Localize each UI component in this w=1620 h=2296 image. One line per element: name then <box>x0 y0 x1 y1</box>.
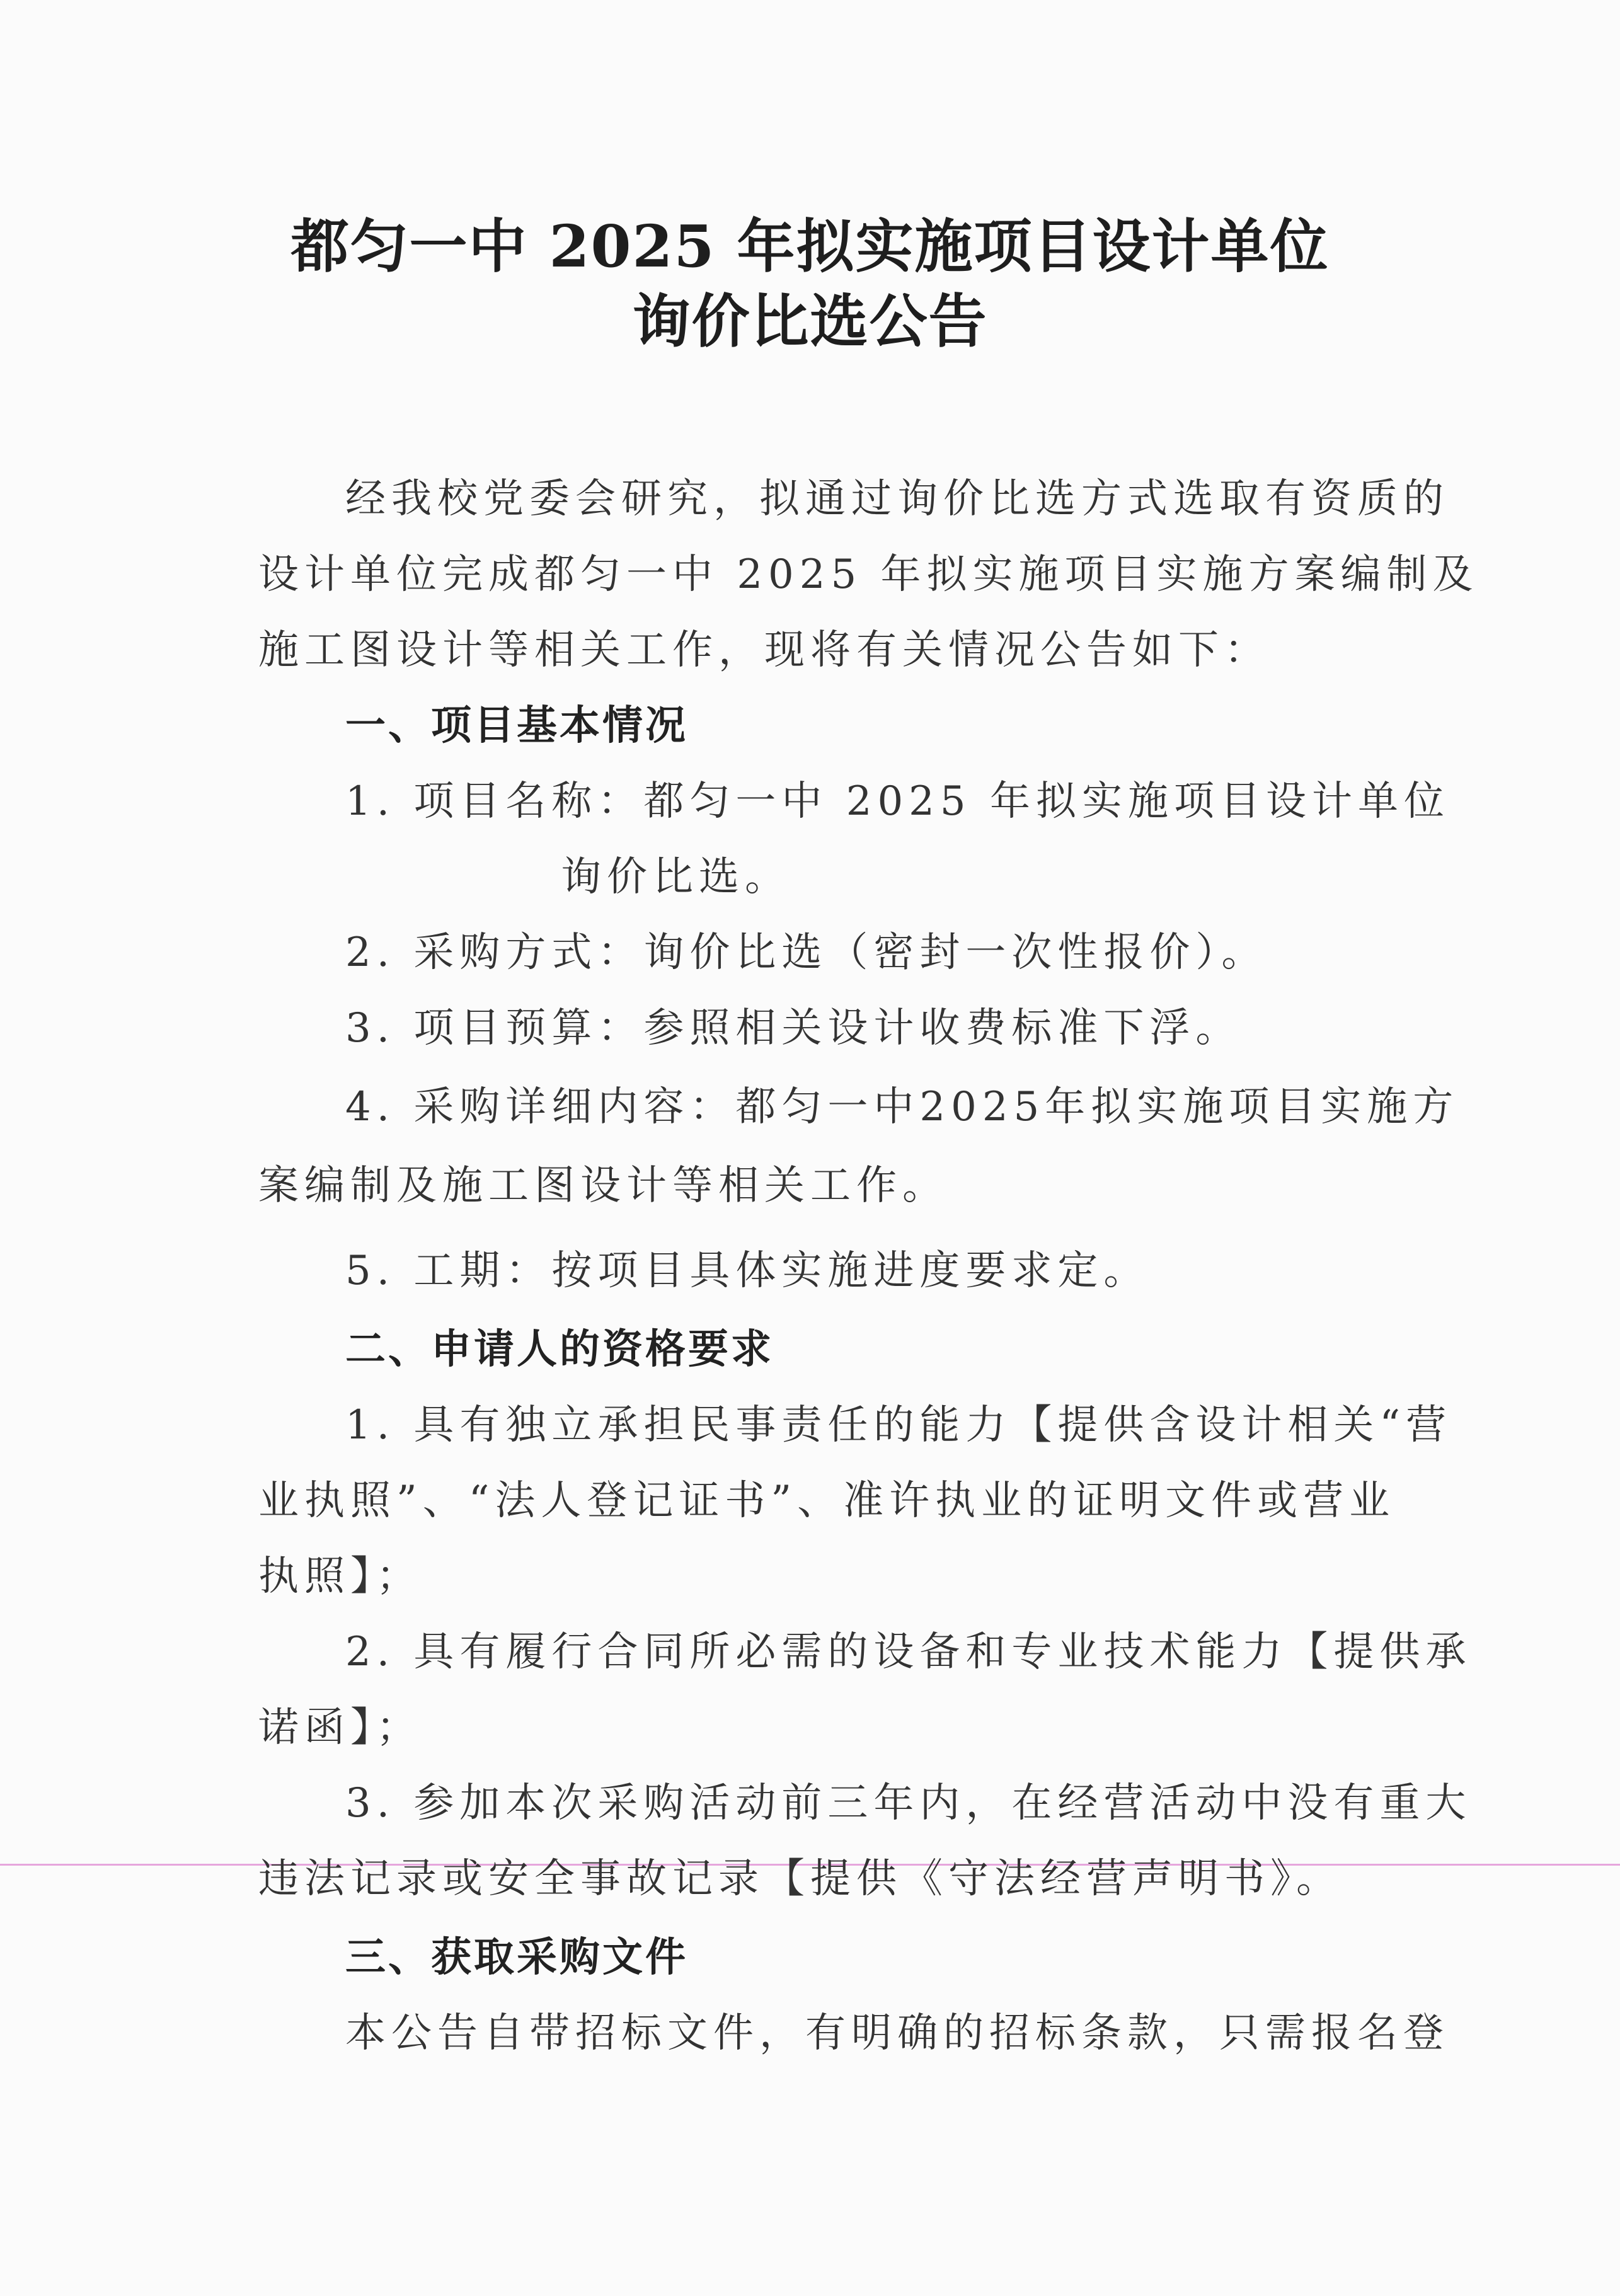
intro-line-3: 施工图设计等相关工作，现将有关情况公告如下： <box>258 627 1270 674</box>
section1-item4-line1: 4. 采购详细内容：都匀一中2025年拟实施项目实施方 <box>345 1084 1459 1130</box>
section1-heading: 一、项目基本情况 <box>345 703 688 749</box>
section2-item3-line1: 3. 参加本次采购活动前三年内，在经营活动中没有重大 <box>345 1780 1472 1827</box>
intro-line-1: 经我校党委会研究，拟通过询价比选方式选取有资质的 <box>345 476 1449 522</box>
document-title-line2: 询价比选公告 <box>632 287 988 355</box>
section1-item1-line1: 1. 项目名称：都匀一中 2025 年拟实施项目设计单位 <box>345 778 1450 825</box>
document-title-line1: 都匀一中 2025 年拟实施项目设计单位 <box>290 212 1330 280</box>
section2-heading: 二、申请人的资格要求 <box>345 1326 774 1373</box>
section2-item2-line1: 2. 具有履行合同所必需的设备和专业技术能力【提供承 <box>345 1629 1472 1675</box>
section1-item2: 2. 采购方式：询价比选（密封一次性报价）。 <box>345 929 1268 976</box>
section1-item5: 5. 工期：按项目具体实施进度要求定。 <box>345 1248 1150 1294</box>
section2-item1-line3: 执照】； <box>258 1553 422 1600</box>
section2-item1-line2: 业执照”、“法人登记证书”、准许执业的证明文件或营业 <box>258 1478 1396 1524</box>
section2-item3-line2: 违法记录或安全事故记录【提供《守法经营声明书》。 <box>258 1856 1342 1902</box>
section3-line1: 本公告自带招标文件，有明确的招标条款，只需报名登 <box>345 2010 1449 2057</box>
section1-item1-line2: 询价比选。 <box>561 854 791 900</box>
section1-item3: 3. 项目预算：参照相关设计收费标准下浮。 <box>345 1005 1242 1052</box>
section1-item4-line2: 案编制及施工图设计等相关工作。 <box>258 1162 948 1209</box>
section2-item2-line2: 诺函】； <box>258 1704 422 1751</box>
section2-item1-line1: 1. 具有独立承担民事责任的能力【提供含设计相关“营 <box>345 1402 1452 1449</box>
intro-line-2: 设计单位完成都匀一中 2025 年拟实施项目实施方案编制及 <box>258 551 1479 598</box>
section3-heading: 三、获取采购文件 <box>345 1934 688 1981</box>
